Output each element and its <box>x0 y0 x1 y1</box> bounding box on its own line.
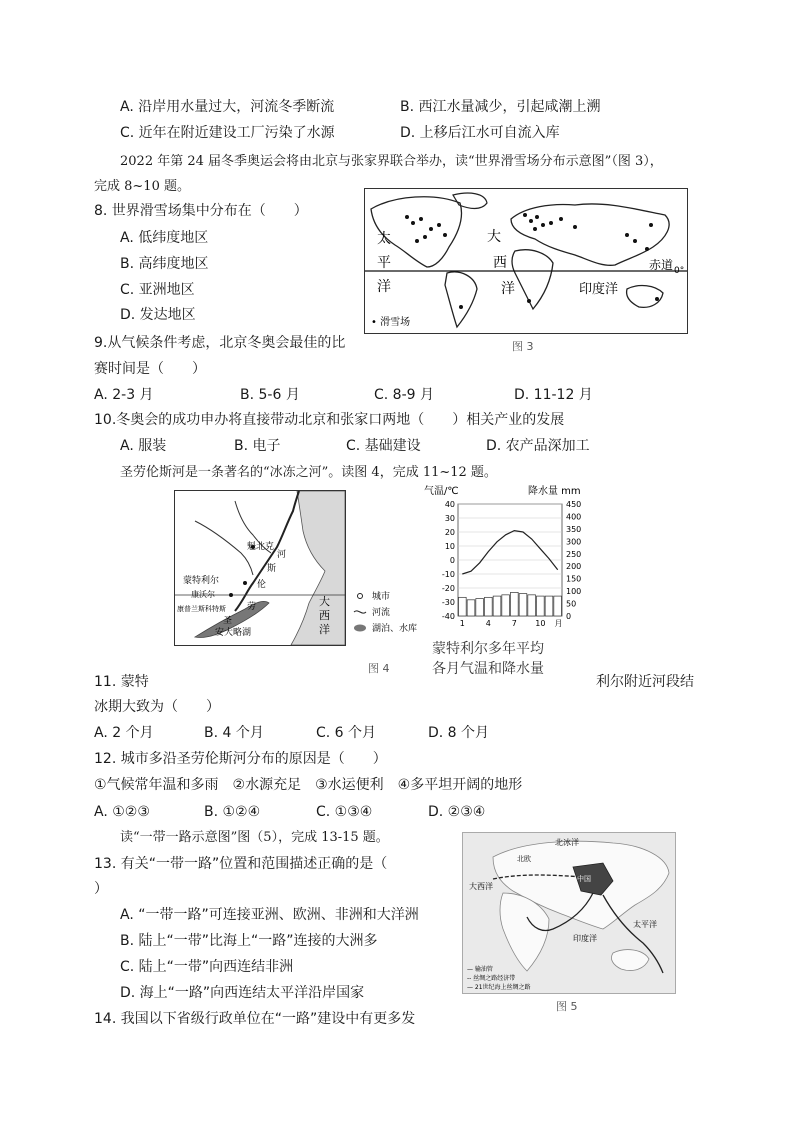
map-label-lao: 劳 <box>247 602 257 612</box>
map-label-quebec: 魁北克 <box>247 542 275 552</box>
chart-precip-tick-label: 250 <box>566 549 582 559</box>
legend-city: 城市 <box>372 592 391 602</box>
q8-option-a: A. 低纬度地区 <box>120 230 209 246</box>
q11-stem-line2: 冰期大致为（ ） <box>94 699 220 715</box>
fig3-label-ping: 平 <box>377 255 391 271</box>
fig5-legend-2: -- 丝绸之路经济带 <box>467 975 516 982</box>
chart-precip-bar-4 <box>485 597 493 616</box>
map-label-ocean1: 大 <box>319 595 330 608</box>
chart-temp-tick-label: 10 <box>444 542 455 551</box>
q13-option-d: D. 海上“一路”向西连结太平洋沿岸国家 <box>120 985 365 1001</box>
q13-option-b: B. 陆上“一带”比海上“一路”连接的大洲多 <box>120 933 378 949</box>
fig3-label-yang1: 洋 <box>377 279 391 295</box>
chart-precip-bar-11 <box>545 596 553 616</box>
chart-precip-bar-5 <box>493 596 501 616</box>
chart-precip-bar-3 <box>476 599 484 616</box>
chart-temp-ticks <box>442 500 455 621</box>
legend-lake: 湖泊、水库 <box>372 624 418 634</box>
fig3-label-tai: 太 <box>377 231 391 247</box>
chart-precip-tick-label: 100 <box>566 587 582 597</box>
q13-option-c: C. 陆上“一带”向西连结非洲 <box>120 959 294 975</box>
intro-8-10-line2: 完成 8~10 题。 <box>94 179 190 194</box>
figure-5-belt-road-map <box>462 832 676 994</box>
intro-11-12: 圣劳伦斯河是一条著名的“冰冻之河”。读图 4，完成 11~12 题。 <box>120 465 497 480</box>
figure-5-caption: 图 5 <box>556 1000 578 1013</box>
chart-precip-bar-6 <box>502 595 510 616</box>
chart-title-line2: 各月气温和降水量 <box>432 661 544 677</box>
q11-option-b: B. 4 个月 <box>204 725 264 741</box>
q9-option-c: C. 8-9 月 <box>374 387 434 403</box>
world-map-drawing <box>365 189 687 333</box>
chart-temp-tick-label: 40 <box>444 500 455 509</box>
map-label-ontario: 安大略湖 <box>215 628 252 638</box>
chart-precip-bar-12 <box>554 596 562 616</box>
chart-precip-tick-label: 0 <box>566 612 572 621</box>
q9-option-a: A. 2-3 月 <box>94 387 154 403</box>
q10-option-b: B. 电子 <box>234 438 281 454</box>
fig5-label-china: 中国 <box>577 875 591 883</box>
chart-precip-bar-8 <box>519 594 527 616</box>
chart-x-tick-label: 7 <box>511 619 517 628</box>
intro-13-15: 读“一带一路示意图”图（5），完成 13-15 题。 <box>120 830 389 845</box>
q9-option-d: D. 11-12 月 <box>514 387 593 403</box>
chart-temp-tick-label: -40 <box>441 612 455 621</box>
chart-precip-bar-7 <box>511 592 519 616</box>
chart-precip-tick-label: 300 <box>566 537 582 547</box>
chart-precip-tick-label: 400 <box>566 512 582 522</box>
figure-4-caption: 图 4 <box>368 662 390 675</box>
q9-stem-line1: 9.从气候条件考虑，北京冬奥会最佳的比 <box>94 335 346 351</box>
ski-resort-dots <box>405 213 659 309</box>
chart-temp-tick-label: -20 <box>441 584 455 593</box>
chart-precip-axis-title: 降水量 mm <box>528 486 581 497</box>
q10-option-a: A. 服装 <box>120 438 167 454</box>
fig3-label-yang2: 洋 <box>501 281 515 297</box>
fig5-label-europe: 北欧 <box>517 855 531 863</box>
chart-precip-tick-label: 150 <box>566 574 582 584</box>
q11-option-c: C. 6 个月 <box>316 725 377 741</box>
chart-precip-tick-label: 200 <box>566 562 582 572</box>
chart-temp-tick-label: -30 <box>441 598 455 607</box>
belt-road-map-drawing <box>463 833 675 993</box>
q12-stem: 12. 城市多沿圣劳伦斯河分布的原因是（ ） <box>94 751 387 767</box>
river-map-drawing <box>175 491 345 645</box>
chart-precip-bar-9 <box>528 595 536 616</box>
q13-stem-line2: ） <box>94 881 108 897</box>
map-label-sheng: 圣 <box>223 616 233 626</box>
chart-precip-bar-2 <box>467 600 475 616</box>
legend-river: 河流 <box>372 608 391 618</box>
chart-title-line1: 蒙特利尔多年平均 <box>432 641 544 657</box>
chart-temp-tick-label: 30 <box>444 514 455 523</box>
q8-option-d: D. 发达地区 <box>120 307 196 323</box>
q8-stem: 8. 世界滑雪场集中分布在（ ） <box>94 203 308 219</box>
map-label-kangpu: 康普兰斯科特斯 <box>177 605 226 613</box>
chart-x-tick-label: 10 <box>535 619 546 628</box>
chart-precip-tick-label: 350 <box>566 524 582 534</box>
intro-8-10-line1: 2022 年第 24 届冬季奥运会将由北京与张家界联合举办，读“世界滑雪场分布示意图”（图 3）， <box>120 154 663 169</box>
map-label-he: 河 <box>277 550 287 560</box>
fig5-label-arctic: 北冰洋 <box>555 838 579 847</box>
q14-stem: 14. 我国以下省级行政单位在“一路”建设中有更多发 <box>94 1011 416 1027</box>
fig5-legend-3: — 21世纪海上丝绸之路 <box>467 984 531 991</box>
chart-precip-bars <box>459 592 562 616</box>
chart-temp-tick-label: -10 <box>441 570 455 579</box>
chart-temp-tick-label: 20 <box>444 528 455 537</box>
fig5-label-pacific: 太平洋 <box>633 920 657 929</box>
q11-stem-start: 11. 蒙特 <box>94 674 149 690</box>
q7-option-b: B. 西江水量减少，引起咸潮上溯 <box>400 99 601 115</box>
q12-items: ①气候常年温和多雨 ②水源充足 ③水运便利 ④多平坦开阔的地形 <box>94 777 523 793</box>
fig3-label-equator: 赤道 <box>649 258 674 272</box>
q9-stem-line2: 赛时间是（ ） <box>94 361 206 377</box>
fig5-legend-1: — 输油管 <box>467 966 493 973</box>
figure-4-river-map <box>174 490 346 646</box>
q12-option-b: B. ①②④ <box>204 804 261 820</box>
q10-option-d: D. 农产品深加工 <box>486 438 590 454</box>
q13-option-a: A. “一带一路”可连接亚洲、欧洲、非洲和大洋洲 <box>120 907 419 923</box>
climate-chart <box>424 480 584 640</box>
fig5-label-indian: 印度洋 <box>573 934 597 943</box>
fig3-label-indian: 印度洋 <box>579 282 619 297</box>
q8-option-b: B. 高纬度地区 <box>120 256 209 272</box>
chart-x-tick-label: 4 <box>485 619 491 628</box>
q8-option-c: C. 亚洲地区 <box>120 282 195 298</box>
fig3-label-zero: 0° <box>674 266 685 276</box>
chart-precip-ticks <box>566 500 581 621</box>
map-label-kangwoer: 康沃尔 <box>191 590 215 599</box>
map-label-montreal: 蒙特利尔 <box>183 576 220 586</box>
map-label-ocean3: 洋 <box>319 623 330 636</box>
map-label-lun: 伦 <box>257 580 267 590</box>
fig3-label-da: 大 <box>487 229 501 245</box>
q7-option-c: C. 近年在附近建设工厂污染了水源 <box>120 125 335 141</box>
fig5-label-atlantic: 大西洋 <box>469 882 493 891</box>
q11-option-a: A. 2 个月 <box>94 725 154 741</box>
fig3-legend: • 滑雪场 <box>371 317 411 328</box>
q7-option-a: A. 沿岸用水量过大，河流冬季断流 <box>120 99 335 115</box>
chart-x-ticks <box>460 619 563 628</box>
fig3-label-xi: 西 <box>493 255 507 271</box>
chart-x-tick-label: 1 <box>459 619 465 628</box>
chart-precip-bar-1 <box>459 597 467 616</box>
figure-4-legend <box>352 588 428 638</box>
chart-precip-tick-label: 50 <box>566 599 577 609</box>
chart-temp-line <box>462 531 557 574</box>
map-label-si: 斯 <box>267 564 277 574</box>
chart-x-tick-label: 月 <box>554 619 563 628</box>
q10-option-c: C. 基础建设 <box>346 438 421 454</box>
q12-option-d: D. ②③④ <box>428 804 486 820</box>
figure-3-world-map <box>364 188 688 334</box>
chart-temp-axis-title: 气温/℃ <box>424 486 459 497</box>
chart-precip-bar-10 <box>537 596 545 616</box>
q9-option-b: B. 5-6 月 <box>240 387 300 403</box>
chart-precip-tick-label: 450 <box>566 500 582 509</box>
q12-option-a: A. ①②③ <box>94 804 150 820</box>
figure-3-caption: 图 3 <box>512 340 534 353</box>
q10-stem: 10.冬奥会的成功申办将直接带动北京和张家口两地（ ）相关产业的发展 <box>94 412 565 428</box>
q11-stem-end: 利尔附近河段结 <box>596 674 694 690</box>
q13-stem-line1: 13. 有关“一带一路”位置和范围描述正确的是（ <box>94 856 388 872</box>
q7-option-d: D. 上移后江水可自流入库 <box>400 125 560 141</box>
q12-option-c: C. ①③④ <box>316 804 373 820</box>
q11-option-d: D. 8 个月 <box>428 725 490 741</box>
map-label-ocean2: 西 <box>319 609 330 622</box>
chart-temp-tick-label: 0 <box>449 556 455 565</box>
